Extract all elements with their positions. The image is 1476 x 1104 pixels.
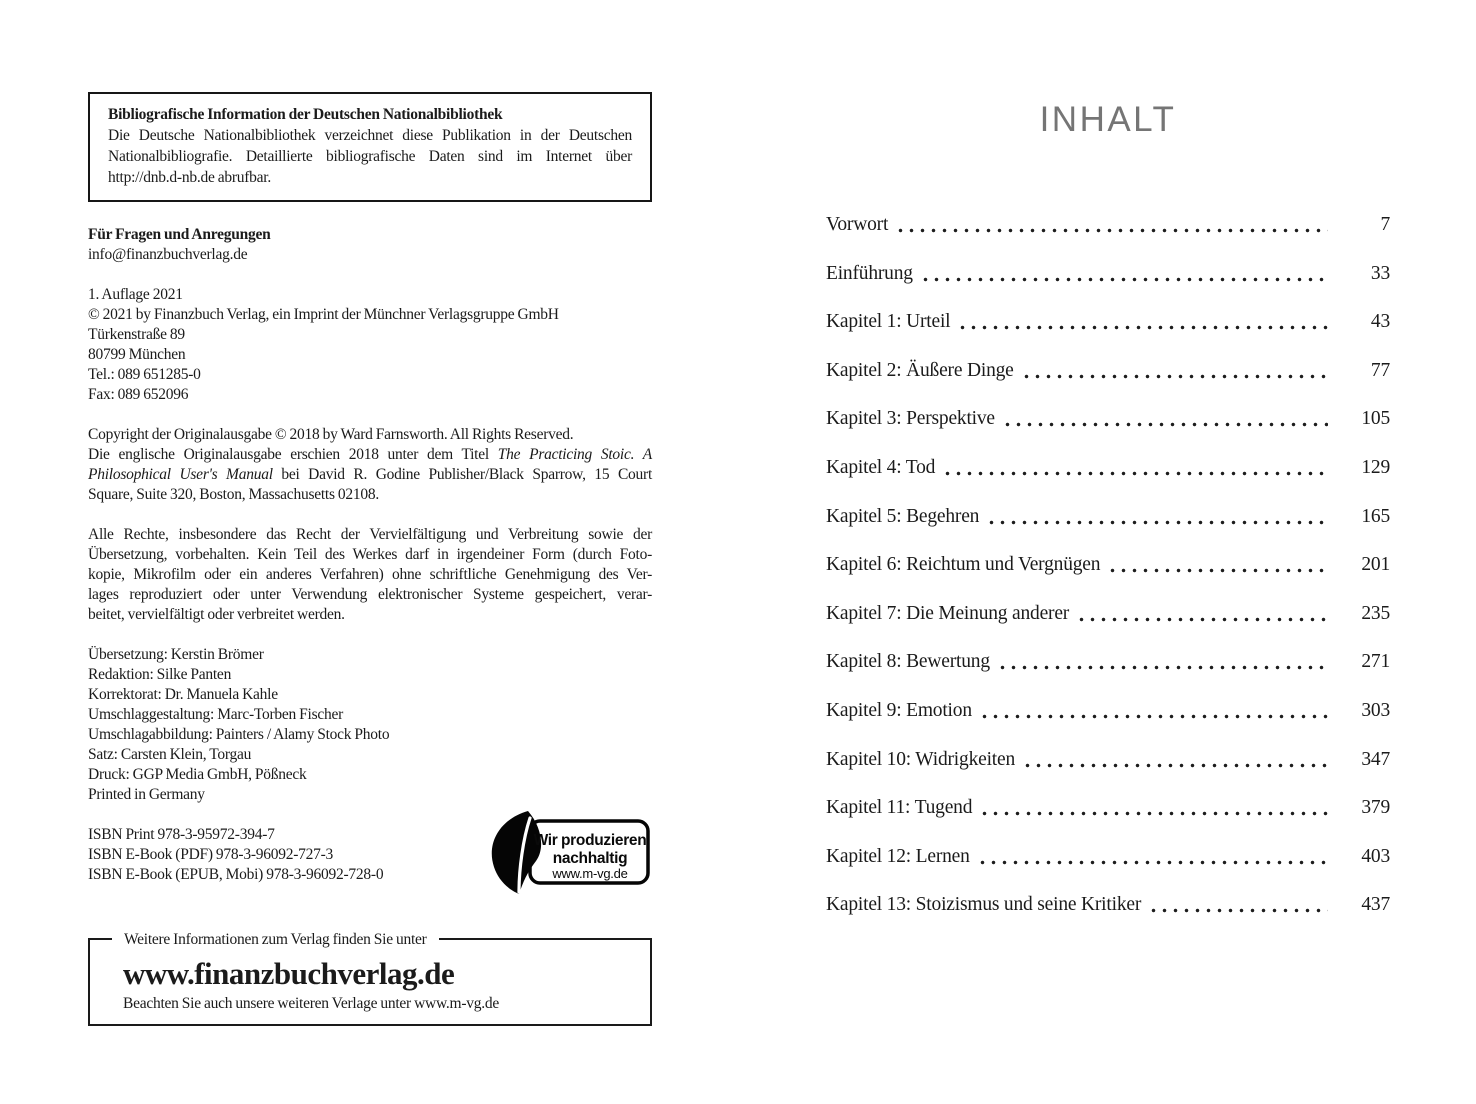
toc-entry-label: Kapitel 10: Widrigkeiten: [826, 748, 1016, 770]
toc-entry-page: 379: [1361, 797, 1390, 819]
edition-line: Fax: 089 652096: [88, 386, 189, 403]
toc-entry-page: 43: [1370, 311, 1390, 333]
isbn-line: ISBN Print 978-3-95972-394-7: [88, 826, 275, 843]
dot-leader: [1076, 601, 1328, 627]
rights-line: kopie, Mikrofilm oder ein anderes Verfahren) ohne schriftliche Genehmigung des Ver-: [88, 566, 652, 583]
toc-row: [826, 309, 1390, 335]
original-copyright-block: [88, 425, 652, 505]
toc-row: [826, 261, 1390, 287]
bib-box-line: http://dnb.d-nb.de abrufbar.: [108, 169, 271, 186]
dot-leader: [920, 261, 1328, 287]
imprint-page: [88, 0, 652, 1104]
toc-row: [826, 601, 1390, 627]
book-title-italic: The Practicing Stoic. A: [497, 446, 652, 463]
publisher-promo-box: [88, 931, 652, 1026]
toc-row: [826, 649, 1390, 675]
toc-entry-page: 201: [1361, 554, 1390, 576]
toc-entry-page: 347: [1361, 748, 1390, 770]
dot-leader: [979, 795, 1328, 821]
toc-entry-label: Kapitel 1: Urteil: [826, 311, 951, 333]
toc-entry-page: 33: [1370, 262, 1390, 284]
toc-entry-label: Kapitel 2: Äußere Dinge: [826, 359, 1014, 381]
eco-badge: [484, 809, 652, 895]
bibliographic-info-box: [88, 92, 652, 202]
rights-line: Alle Rechte, insbesondere das Recht der Vervielfältigung und Verbreitung sowie der: [88, 526, 652, 543]
toc-entry-label: Kapitel 8: Bewertung: [826, 651, 990, 673]
toc-entry-page: 271: [1361, 651, 1390, 673]
toc-entry-page: 7: [1380, 214, 1390, 235]
dot-leader: [1148, 892, 1328, 918]
credits-line: Umschlaggestaltung: Marc-Torben Fischer: [88, 706, 344, 723]
toc-entry-page: 165: [1361, 505, 1390, 527]
dot-leader: [1021, 358, 1328, 384]
toc-entry-label: Kapitel 5: Begehren: [826, 505, 980, 527]
toc-entry-label: Kapitel 3: Perspektive: [826, 408, 995, 430]
eco-badge-url: www.m-vg.de: [552, 866, 628, 881]
credits-line: Redaktion: Silke Panten: [88, 666, 232, 683]
credits-line: Übersetzung: Kerstin Brömer: [88, 646, 264, 663]
credits-block: [88, 645, 652, 805]
toc-row: [826, 552, 1390, 578]
table-of-contents: [826, 212, 1390, 941]
rights-line: lages reproduziert oder unter Verwendung elektronischer Systeme gespeichert, verar-: [88, 586, 652, 603]
rights-line: beitet, vervielfältigt oder verbreitet werden.: [88, 606, 345, 623]
copyright-line: [88, 465, 652, 485]
toc-entry-page: 403: [1361, 845, 1390, 867]
eco-badge-line2: nachhaltig: [552, 850, 628, 867]
edition-line: 80799 München: [88, 346, 186, 363]
toc-row: [826, 698, 1390, 724]
page-title: INHALT: [1039, 100, 1177, 139]
contact-block: [88, 225, 652, 265]
dot-leader: [1022, 747, 1328, 773]
book-title-italic: Philosophical User's Manual: [88, 466, 273, 483]
toc-row: [826, 455, 1390, 481]
toc-entry-page: 129: [1361, 456, 1390, 478]
eco-badge-line1: Wir produzieren: [533, 832, 647, 849]
rights-block: [88, 525, 652, 625]
toc-entry-page: 105: [1361, 408, 1390, 430]
toc-entry-page: 235: [1361, 602, 1390, 624]
toc-entry-label: Kapitel 9: Emotion: [826, 699, 972, 721]
dot-leader: [997, 649, 1328, 675]
rights-line: Übersetzung, vorbehalten. Kein Teil des Werkes darf in irgendeiner Form (durch Foto-: [88, 546, 652, 563]
toc-row: [826, 892, 1390, 918]
toc-entry-label: Einführung: [826, 262, 913, 284]
toc-entry-label: Kapitel 12: Lernen: [826, 845, 970, 867]
toc-entry-page: 437: [1361, 894, 1390, 916]
dot-leader: [942, 455, 1328, 481]
toc-entry-label: Kapitel 13: Stoizismus und seine Kritiker: [826, 894, 1142, 916]
toc-row: [826, 406, 1390, 432]
toc-row: [826, 504, 1390, 530]
dot-leader: [895, 212, 1328, 238]
edition-line: 1. Auflage 2021: [88, 286, 183, 303]
contents-page: [826, 0, 1390, 1104]
edition-line: Türkenstraße 89: [88, 326, 185, 343]
isbn-line: ISBN E-Book (PDF) 978-3-96092-727-3: [88, 846, 334, 863]
publisher-url: www.finanzbuchverlag.de: [123, 956, 455, 991]
copyright-line: Copyright der Originalausgabe © 2018 by Ward Farnsworth. All Rights Reserved.: [88, 426, 574, 443]
dot-leader: [1107, 552, 1328, 578]
toc-entry-label: Kapitel 11: Tugend: [826, 797, 973, 819]
credits-line: Printed in Germany: [88, 786, 205, 803]
copyright-line: [88, 445, 652, 465]
credits-line: Druck: GGP Media GmbH, Pößneck: [88, 766, 307, 783]
toc-row: [826, 844, 1390, 870]
toc-row: [826, 795, 1390, 821]
toc-entry-label: Kapitel 4: Tod: [826, 456, 936, 478]
toc-row: [826, 358, 1390, 384]
edition-line: Tel.: 089 651285-0: [88, 366, 201, 383]
edition-line: © 2021 by Finanzbuch Verlag, ein Imprint der Münchner Verlagsgruppe GmbH: [88, 306, 559, 323]
promo-note: Beachten Sie auch unsere weiteren Verlage unter www.m-vg.de: [123, 995, 499, 1012]
contact-heading: Für Fragen und Anregungen: [88, 226, 271, 243]
toc-entry-page: 77: [1370, 359, 1390, 381]
dot-leader: [979, 698, 1328, 724]
isbn-line: ISBN E-Book (EPUB, Mobi) 978-3-96092-728-0: [88, 866, 384, 883]
toc-entry-label: Kapitel 7: Die Meinung anderer: [826, 602, 1070, 624]
dot-leader: [957, 309, 1328, 335]
credits-line: Korrektorat: Dr. Manuela Kahle: [88, 686, 278, 703]
bib-box-title: Bibliografische Information der Deutschen Nationalbibliothek: [108, 106, 503, 123]
dot-leader: [1002, 406, 1328, 432]
dot-leader: [977, 844, 1328, 870]
toc-row: [826, 212, 1390, 238]
credits-line: Satz: Carsten Klein, Torgau: [88, 746, 252, 763]
toc-entry-label: Vorwort: [826, 214, 889, 235]
toc-row: [826, 747, 1390, 773]
credits-line: Umschlagabbildung: Painters / Alamy Stock Photo: [88, 726, 390, 743]
copyright-line: Square, Suite 320, Boston, Massachusetts 02108.: [88, 486, 379, 503]
imprint-text: [88, 225, 652, 905]
copyright-text: bei David R. Godine Publisher/Black Sparrow, 15 Court: [272, 466, 652, 483]
copyright-text: Die englische Originalausgabe erschien 2018 unter dem Titel: [88, 446, 498, 463]
bib-box-line: Nationalbibliografie. Detaillierte bibliografische Daten sind im Internet über: [108, 148, 632, 165]
bib-box-line: Die Deutsche Nationalbibliothek verzeichnet diese Publikation in der Deutschen: [108, 127, 632, 144]
edition-block: [88, 285, 652, 405]
toc-entry-page: 303: [1361, 699, 1390, 721]
promo-label: Weitere Informationen zum Verlag finden Sie unter: [112, 929, 439, 950]
toc-entry-label: Kapitel 6: Reichtum und Vergnügen: [826, 554, 1101, 576]
dot-leader: [986, 504, 1328, 530]
contact-email: info@finanzbuchverlag.de: [88, 246, 248, 263]
